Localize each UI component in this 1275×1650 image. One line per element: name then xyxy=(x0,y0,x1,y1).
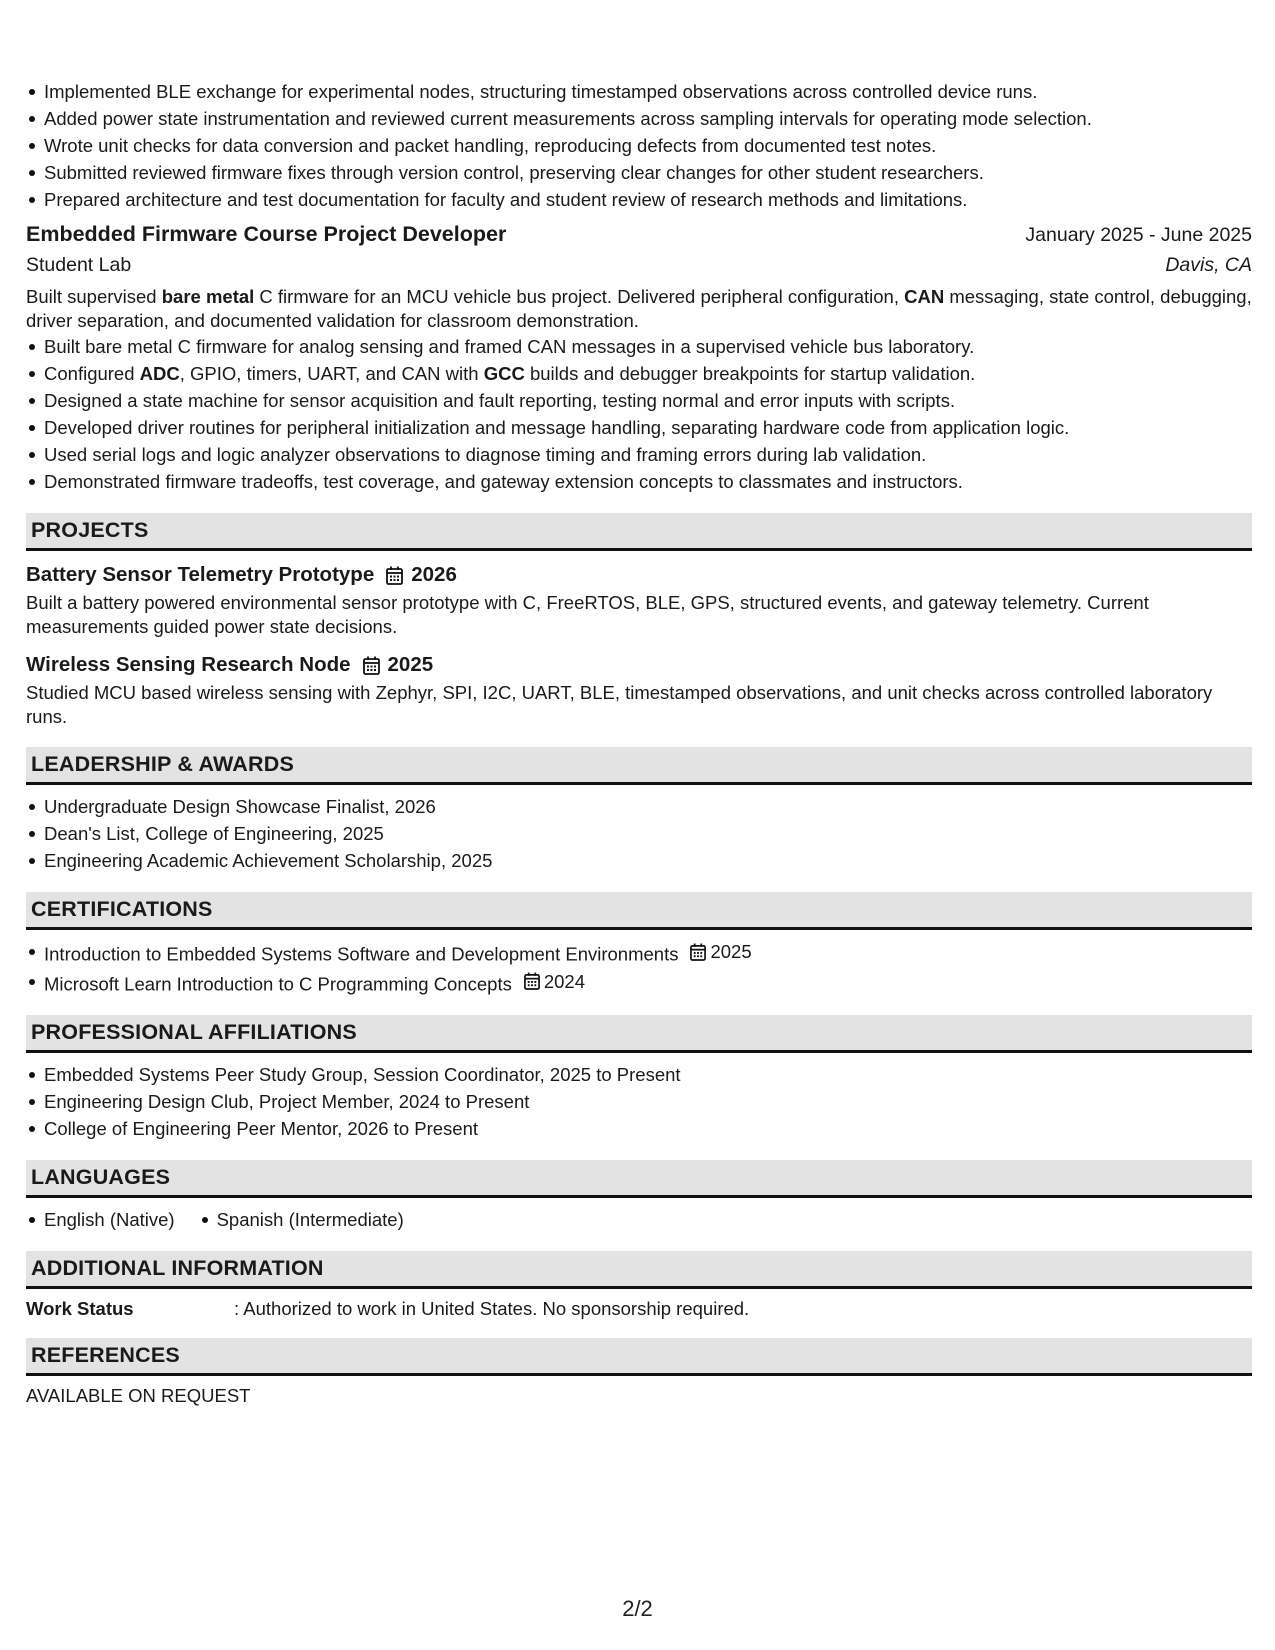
list-item: Demonstrated firmware tradeoffs, test coverage, and gateway extension concepts to classmates and instructors. xyxy=(26,468,1252,495)
summary-text: messaging, state control, debugging, driver separation, and documented validation for classroom demonstration. xyxy=(26,286,1252,331)
list-item: Submitted reviewed firmware fixes through version control, preserving clear changes for other student researchers. xyxy=(26,159,1252,186)
section-header-languages: LANGUAGES xyxy=(26,1160,1252,1198)
bullet-text: builds and debugger breakpoints for startup validation. xyxy=(524,363,976,384)
calendar-icon xyxy=(363,656,380,675)
work-status-value: : Authorized to work in United States. No sponsorship required. xyxy=(234,1298,750,1319)
certification-year: 2024 xyxy=(543,970,586,992)
affiliations-list xyxy=(26,1061,1252,1142)
list-item: Dean's List, College of Engineering, 2025 xyxy=(26,820,1252,847)
job-bullets xyxy=(26,333,1252,495)
list-item: Undergraduate Design Showcase Finalist, 2026 xyxy=(26,793,1252,820)
job-dates: January 2025 - June 2025 xyxy=(1025,224,1252,246)
section-header-affiliations: PROFESSIONAL AFFILIATIONS xyxy=(26,1015,1252,1053)
list-item: Engineering Design Club, Project Member, 2024 to Present xyxy=(26,1088,1252,1115)
job-location: Davis, CA xyxy=(1165,254,1252,276)
list-item: Wrote unit checks for data conversion and packet handling, reproducing defects from documented test notes. xyxy=(26,132,1252,159)
project-header xyxy=(26,563,1252,587)
job-title: Embedded Firmware Course Project Developer xyxy=(26,222,507,246)
summary-text: C firmware for an MCU vehicle bus project. Delivered peripheral configuration, xyxy=(254,286,905,307)
references-text: AVAILABLE ON REQUEST xyxy=(26,1385,251,1406)
bullet-text: Configured xyxy=(44,363,140,384)
certification-name: Microsoft Learn Introduction to C Programming Concepts xyxy=(44,973,512,994)
resume-page xyxy=(26,78,1252,1407)
job-summary xyxy=(26,285,1252,333)
list-item: College of Engineering Peer Mentor, 2026 to Present xyxy=(26,1115,1252,1142)
list-item: Spanish (Intermediate) xyxy=(199,1206,404,1233)
list-item xyxy=(26,360,1252,387)
languages-list xyxy=(26,1206,1252,1233)
section-header-references: REFERENCES xyxy=(26,1338,1252,1376)
bullet-text: , GPIO, timers, UART, and CAN with xyxy=(179,363,484,384)
work-status-row xyxy=(26,1298,1252,1320)
section-header-projects: PROJECTS xyxy=(26,513,1252,551)
section-header-certifications: CERTIFICATIONS xyxy=(26,892,1252,930)
project-header xyxy=(26,653,1252,677)
certification-name: Introduction to Embedded Systems Software and Development Environments xyxy=(44,943,679,965)
list-item xyxy=(26,968,1252,998)
work-status-label: Work Status xyxy=(26,1298,134,1319)
leadership-list xyxy=(26,793,1252,874)
project-description: Studied MCU based wireless sensing with Zephyr, SPI, I2C, UART, BLE, timestamped observations, and unit checks across controlled laboratory runs. xyxy=(26,682,1213,727)
list-item: Implemented BLE exchange for experimental nodes, structuring timestamped observations across controlled device runs. xyxy=(26,78,1252,105)
list-item: English (Native) xyxy=(26,1206,175,1233)
calendar-icon xyxy=(524,972,540,990)
project-name: Wireless Sensing Research Node xyxy=(26,653,351,676)
list-item: Used serial logs and logic analyzer observations to diagnose timing and framing errors during lab validation. xyxy=(26,441,1252,468)
bullet-keyword: GCC xyxy=(483,363,525,384)
list-item: Built bare metal C firmware for analog sensing and framed CAN messages in a supervised vehicle bus laboratory. xyxy=(26,333,1252,360)
list-item: Developed driver routines for peripheral initialization and message handling, separating hardware code from application logic. xyxy=(26,414,1252,441)
certifications-list xyxy=(26,938,1252,997)
list-item: Engineering Academic Achievement Scholarship, 2025 xyxy=(26,847,1252,874)
previous-role-bullets xyxy=(26,78,1252,213)
job-organization: Student Lab xyxy=(26,254,132,276)
list-item xyxy=(26,938,1252,968)
calendar-icon xyxy=(690,943,706,961)
calendar-icon xyxy=(386,566,403,585)
job-header xyxy=(26,222,1252,247)
summary-text: Built supervised xyxy=(26,286,162,307)
list-item: Added power state instrumentation and reviewed current measurements across sampling intervals for operating mode selection. xyxy=(26,105,1252,132)
section-header-leadership: LEADERSHIP & AWARDS xyxy=(26,747,1252,785)
job-subheader xyxy=(26,254,1252,277)
project-year: 2025 xyxy=(387,653,434,676)
page-number: 2/2 xyxy=(622,1596,653,1621)
certification-year: 2025 xyxy=(710,941,752,962)
section-header-additional: ADDITIONAL INFORMATION xyxy=(26,1251,1252,1289)
summary-keyword: bare metal xyxy=(161,286,255,307)
list-item: Embedded Systems Peer Study Group, Session Coordinator, 2025 to Present xyxy=(26,1061,1252,1088)
project-description: Built a battery powered environmental sensor prototype with C, FreeRTOS, BLE, GPS, structured events, and gateway telemetry. Current measurements guided power state decisions. xyxy=(26,592,1149,637)
list-item: Prepared architecture and test documentation for faculty and student review of research methods and limitations. xyxy=(26,186,1252,213)
project-name: Battery Sensor Telemetry Prototype xyxy=(26,563,375,586)
project-year: 2026 xyxy=(411,563,457,586)
summary-keyword: CAN xyxy=(904,286,945,307)
list-item: Designed a state machine for sensor acquisition and fault reporting, testing normal and error inputs with scripts. xyxy=(26,387,1252,414)
bullet-keyword: ADC xyxy=(139,363,180,384)
